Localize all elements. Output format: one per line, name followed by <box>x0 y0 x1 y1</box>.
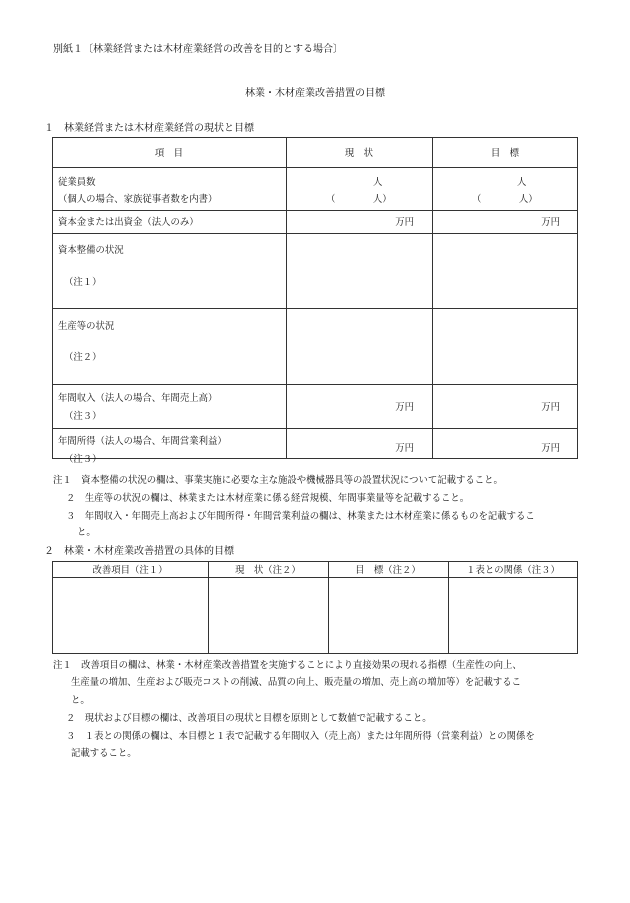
section1-heading: １ 林業経営または木材産業経営の現状と目標 <box>44 123 254 134</box>
profit-target-unit: 万円 <box>541 443 560 454</box>
col-header-current: 現 状 <box>344 148 374 159</box>
row-divider <box>52 384 578 385</box>
section2-note-1-cont1: 生産量の増加、生産および販売コストの削減、品質の向上、販売量の増加、売上高の増加等）を記載するこ <box>71 677 522 688</box>
section1-note-3: ３ 年間収入・年間売上高および年間所得・年間営業利益の欄は、林業または木材産業に係るものを記載するこ <box>66 511 535 522</box>
row-employees-label: 従業員数 <box>58 177 96 188</box>
section2-note-1-cont2: と。 <box>71 695 90 706</box>
capital-current-unit: 万円 <box>395 217 414 228</box>
employees-current-sub: （ 人） <box>326 194 392 205</box>
col-header-item: 項 目 <box>154 148 184 159</box>
row-equipment-note: （注１） <box>64 277 102 288</box>
employees-target-sub: （ 人） <box>472 194 538 205</box>
section1-note-2: ２ 生産等の状況の欄は、林業または木材産業に係る経営規模、年間事業量等を記載すること。 <box>66 493 470 504</box>
row-divider <box>52 233 578 234</box>
row-employees-sub: （個人の場合、家族従事者数を内書） <box>58 194 218 205</box>
section1-note-1: 注１ 資本整備の状況の欄は、事業実施に必要な主な施設や機械器具等の設置状況について記載すること。 <box>53 475 503 486</box>
section2-note-3: ３ １表との関係の欄は、本目標と１表で記載する年間収入（売上高）または年間所得（営業利益）との関係を <box>66 731 535 742</box>
section1-note-3-cont: と。 <box>77 527 96 538</box>
section2-note-1: 注１ 改善項目の欄は、林業・木材産業改善措置を実施することにより直接効果の現れる指標（生産性の向上、 <box>53 660 522 671</box>
row-production-note: （注２） <box>64 352 102 363</box>
row-equipment-label: 資本整備の状況 <box>58 245 124 256</box>
row-divider <box>52 428 578 429</box>
profit-current-unit: 万円 <box>395 443 414 454</box>
row-profit-label: 年間所得（法人の場合、年間営業利益） <box>58 436 227 447</box>
row-income-label: 年間収入（法人の場合、年間売上高） <box>58 393 218 404</box>
row-divider <box>52 308 578 309</box>
col-header-current: 現 状（注２） <box>235 565 301 576</box>
col-header-target: 目 標（注２） <box>355 565 421 576</box>
income-target-unit: 万円 <box>541 402 560 413</box>
row-profit-note: （注３） <box>64 454 102 465</box>
col-header-improvement: 改善項目（注１） <box>92 565 168 576</box>
employees-target-unit: 人 <box>517 177 527 188</box>
col-header-relation: １表との関係（注３） <box>466 565 560 576</box>
row-divider <box>52 167 578 168</box>
row-production-label: 生産等の状況 <box>58 321 115 332</box>
section2-heading: ２ 林業・木材産業改善措置の具体的目標 <box>44 546 234 557</box>
form-label: 別紙１〔林業経営または木材産業経営の改善を目的とする場合〕 <box>53 44 343 55</box>
section2-note-2: ２ 現状および目標の欄は、改善項目の現状と目標を原則として数値で記載すること。 <box>66 713 432 724</box>
capital-target-unit: 万円 <box>541 217 560 228</box>
income-current-unit: 万円 <box>395 402 414 413</box>
row-divider <box>52 210 578 211</box>
row-divider <box>52 577 578 578</box>
row-capital-label: 資本金または出資金（法人のみ） <box>58 217 199 228</box>
row-income-note: （注３） <box>64 411 102 422</box>
col-header-target: 目 標 <box>490 148 520 159</box>
employees-current-unit: 人 <box>373 177 383 188</box>
page-title: 林業・木材産業改善措置の目標 <box>245 88 385 99</box>
section2-note-3-cont: 記載すること。 <box>71 748 137 759</box>
